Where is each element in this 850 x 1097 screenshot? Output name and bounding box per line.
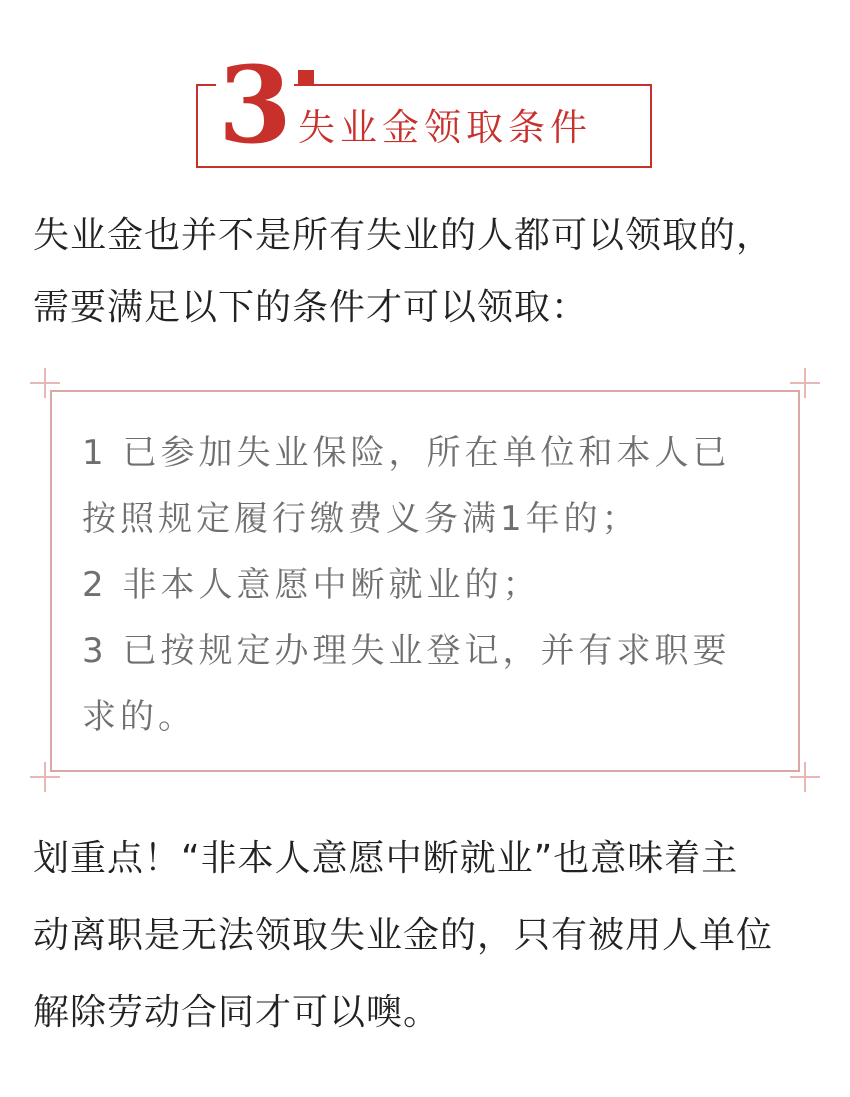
section-number: 3 (216, 46, 294, 164)
intro-line: 需要满足以下的条件才可以领取： (33, 287, 589, 328)
corner-cross-icon (790, 762, 820, 792)
condition-line: 1 已参加失业保险，所在单位和本人已 (82, 433, 731, 473)
corner-cross-icon (790, 368, 820, 398)
emphasis-paragraph (33, 820, 833, 1051)
conditions-list (82, 420, 782, 750)
emphasis-line: 解除劳动合同才可以噢。 (33, 992, 441, 1033)
intro-line: 失业金也并不是所有失业的人都可以领取的， (33, 215, 774, 256)
condition-line: 2 非本人意愿中断就业的； (82, 565, 541, 605)
section-title: 失业金领取条件 (298, 106, 592, 149)
condition-line: 按照规定履行缴费义务满1年的； (82, 499, 640, 539)
emphasis-line: 动离职是无法领取失业金的，只有被用人单位 (33, 915, 774, 956)
emphasis-line: 划重点！“非本人意愿中断就业”也意味着主 (33, 838, 739, 879)
condition-line: 求的。 (82, 697, 196, 737)
intro-paragraph (33, 200, 833, 344)
section-dot-decoration (298, 70, 314, 86)
corner-cross-icon (30, 762, 60, 792)
corner-cross-icon (30, 368, 60, 398)
condition-line: 3 已按规定办理失业登记，并有求职要 (82, 631, 731, 671)
